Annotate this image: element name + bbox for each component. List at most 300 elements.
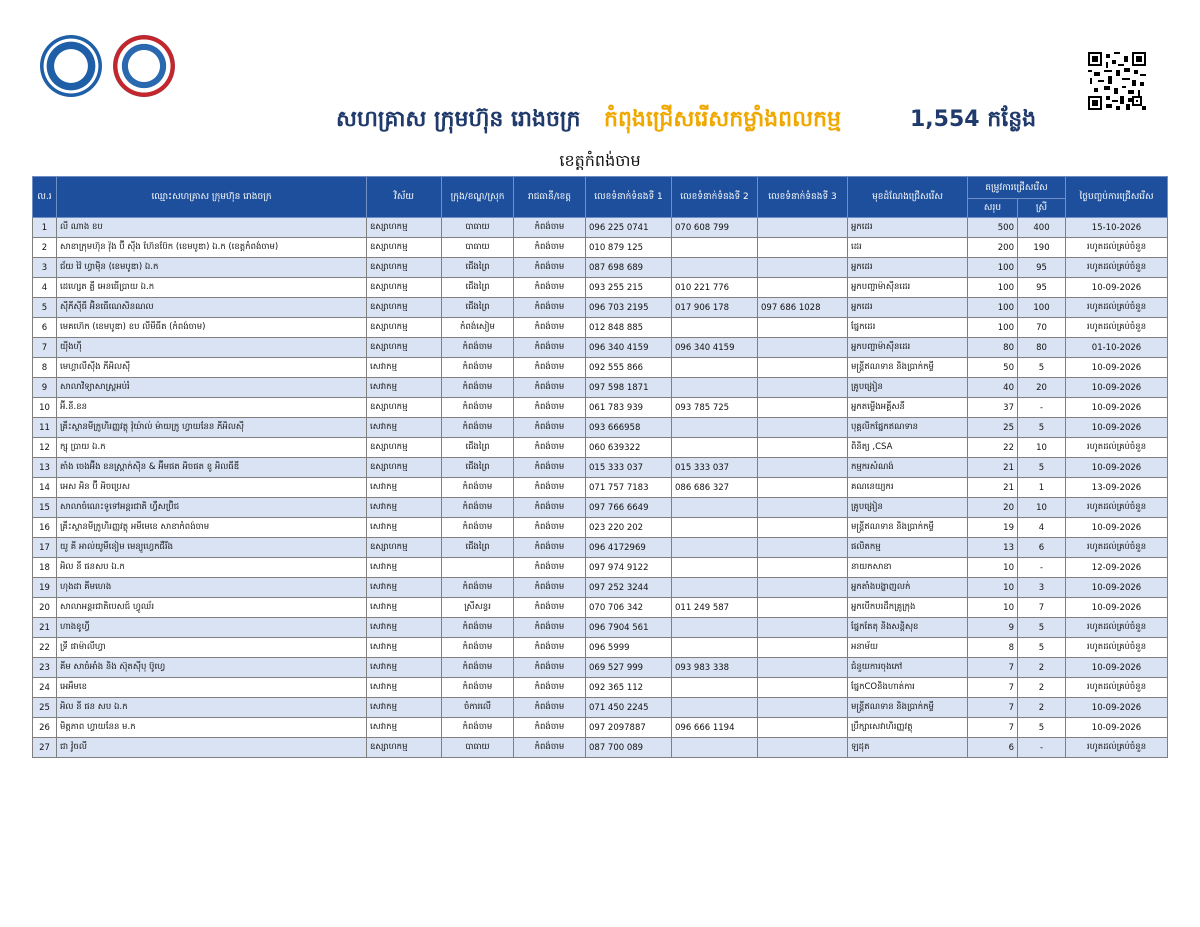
cell-name: ហាងខូហ្វី — [57, 618, 367, 638]
cell-phone1: 093 255 215 — [586, 278, 672, 298]
cell-province: កំពង់ចាម — [514, 478, 586, 498]
cell-female: 70 — [1018, 318, 1066, 338]
cell-deadline: 15-10-2026 — [1066, 218, 1168, 238]
cell-phone3 — [758, 658, 848, 678]
cell-no: 17 — [33, 538, 57, 558]
cell-no: 26 — [33, 718, 57, 738]
cell-name: យូ គី អាល់យូមីនៀម មេន្យូហ្វេកជឺរីង — [57, 538, 367, 558]
cell-sector: សេវាកម្ម — [367, 718, 442, 738]
cell-phone2 — [672, 498, 758, 518]
col-header-position: មុខដំណែងជ្រើសរើស — [848, 177, 968, 218]
title-highlight: កំពុងជ្រើសរើសកម្លាំងពលកម្ម — [604, 107, 841, 132]
cell-phone2 — [672, 518, 758, 538]
cell-province: កំពង់ចាម — [514, 458, 586, 478]
cell-female: - — [1018, 558, 1066, 578]
cell-position: អ្នកបញ្ជាម៉ាស៊ីនដេរ — [848, 338, 968, 358]
cell-phone3 — [758, 678, 848, 698]
table-row — [33, 698, 1168, 718]
cell-phone3 — [758, 218, 848, 238]
cell-phone2 — [672, 698, 758, 718]
cell-sector: សេវាកម្ម — [367, 498, 442, 518]
cell-name: សាលាអន្តរជាតិបេសជ៍ ហ្វូឈ័រ — [57, 598, 367, 618]
cell-sector: សេវាកម្ម — [367, 638, 442, 658]
cell-phone3: 097 686 1028 — [758, 298, 848, 318]
cell-phone3 — [758, 338, 848, 358]
table-row — [33, 498, 1168, 518]
cell-province: កំពង់ចាម — [514, 678, 586, 698]
cell-province: កំពង់ចាម — [514, 618, 586, 638]
cell-name: ហុងដា គីមហេង — [57, 578, 367, 598]
cell-district: កំពង់ចាម — [442, 658, 514, 678]
cell-phone3 — [758, 518, 848, 538]
cell-name: មេហ្គាលីស៊ីង ភីអិលស៊ី — [57, 358, 367, 378]
cell-deadline: 10-09-2026 — [1066, 578, 1168, 598]
table-row — [33, 558, 1168, 578]
cell-sector: ឧស្សាហកម្ម — [367, 218, 442, 238]
table-row — [33, 318, 1168, 338]
cell-phone3 — [758, 418, 848, 438]
cell-phone2 — [672, 618, 758, 638]
cell-total: 8 — [968, 638, 1018, 658]
cell-position: គ្រូបង្រៀន — [848, 378, 968, 398]
cell-province: កំពង់ចាម — [514, 258, 586, 278]
cell-total: 6 — [968, 738, 1018, 758]
cell-no: 11 — [33, 418, 57, 438]
cell-female: 5 — [1018, 618, 1066, 638]
cell-sector: សេវាកម្ម — [367, 678, 442, 698]
cell-sector: ឧស្សាហកម្ម — [367, 338, 442, 358]
cell-total: 37 — [968, 398, 1018, 418]
cell-position: ផ្នែកCOនិងហាត់ការ — [848, 678, 968, 698]
cell-position: អ្នកតាំងបង្ហាញលក់ — [848, 578, 968, 598]
cell-position: ដេរ — [848, 238, 968, 258]
cell-province: កំពង់ចាម — [514, 578, 586, 598]
cell-phone2: 017 906 178 — [672, 298, 758, 318]
cell-position: នាយកសាខា — [848, 558, 968, 578]
cell-female: 5 — [1018, 358, 1066, 378]
cell-name: អិល នី ផន សប ឯ.ក — [57, 698, 367, 718]
cell-deadline: 12-09-2026 — [1066, 558, 1168, 578]
table-row — [33, 518, 1168, 538]
cell-position: អ្នកដេរ — [848, 298, 968, 318]
cell-phone2 — [672, 538, 758, 558]
cell-province: កំពង់ចាម — [514, 638, 586, 658]
cell-phone3 — [758, 538, 848, 558]
cell-district: ចំការលើ — [442, 698, 514, 718]
cell-total: 100 — [968, 258, 1018, 278]
cell-district: កំពង់ចាម — [442, 338, 514, 358]
cell-total: 21 — [968, 458, 1018, 478]
cell-district: កំពង់ចាម — [442, 378, 514, 398]
cell-phone3 — [758, 618, 848, 638]
cell-deadline: រហូតដល់គ្រប់ចំនួន — [1066, 438, 1168, 458]
cell-name: មេគហ៊េក (ខេមបូឌា) ខប លីមីធីត (កំពង់ចាម) — [57, 318, 367, 338]
cell-district: ស្រីសន្ធរ — [442, 598, 514, 618]
cell-sector: សេវាកម្ម — [367, 578, 442, 598]
cell-no: 13 — [33, 458, 57, 478]
cell-female: 2 — [1018, 698, 1066, 718]
cell-female: 20 — [1018, 378, 1066, 398]
cell-phone2: 093 785 725 — [672, 398, 758, 418]
cell-sector: ឧស្សាហកម្ម — [367, 318, 442, 338]
cell-deadline: 13-09-2026 — [1066, 478, 1168, 498]
cell-no: 22 — [33, 638, 57, 658]
cell-deadline: រហូតដល់គ្រប់ចំនួន — [1066, 258, 1168, 278]
cell-deadline: រហូតដល់គ្រប់ចំនួន — [1066, 618, 1168, 638]
cell-district: ជើងព្រៃ — [442, 278, 514, 298]
cell-position: ឡដុត — [848, 738, 968, 758]
cell-phone3 — [758, 718, 848, 738]
cell-deadline: រហូតដល់គ្រប់ចំនួន — [1066, 238, 1168, 258]
page-title — [0, 105, 1200, 141]
cell-phone3 — [758, 398, 848, 418]
cell-total: 100 — [968, 298, 1018, 318]
cell-province: កំពង់ចាម — [514, 418, 586, 438]
cell-female: 95 — [1018, 278, 1066, 298]
cell-total: 80 — [968, 338, 1018, 358]
cell-no: 5 — [33, 298, 57, 318]
cell-no: 4 — [33, 278, 57, 298]
cell-district: ជើងព្រៃ — [442, 438, 514, 458]
cell-total: 22 — [968, 438, 1018, 458]
cell-total: 7 — [968, 718, 1018, 738]
cell-phone1: 015 333 037 — [586, 458, 672, 478]
table-row — [33, 738, 1168, 758]
col-header-deadline: ថ្ងៃបញ្ចប់ការជ្រើសរើស — [1066, 177, 1168, 218]
cell-phone1: 092 365 112 — [586, 678, 672, 698]
col-header-district: ក្រុង/ខណ្ឌ/ស្រុក — [442, 177, 514, 218]
cell-position: គ្រូបង្រៀន — [848, 498, 968, 518]
cell-district: កំពង់ចាម — [442, 358, 514, 378]
cell-total: 40 — [968, 378, 1018, 398]
cell-phone3 — [758, 318, 848, 338]
col-header-female: ស្រី — [1018, 199, 1066, 218]
cell-total: 25 — [968, 418, 1018, 438]
cell-name: លី ណាង ខប — [57, 218, 367, 238]
cell-no: 20 — [33, 598, 57, 618]
cell-total: 7 — [968, 678, 1018, 698]
cell-deadline: រហូតដល់គ្រប់ចំនួន — [1066, 298, 1168, 318]
cell-phone3 — [758, 278, 848, 298]
cell-district: ជើងព្រៃ — [442, 298, 514, 318]
cell-district: បាធាយ — [442, 738, 514, 758]
table-row — [33, 218, 1168, 238]
cell-deadline: 10-09-2026 — [1066, 698, 1168, 718]
cell-phone3 — [758, 598, 848, 618]
cell-phone1: 096 5999 — [586, 638, 672, 658]
cell-deadline: 01-10-2026 — [1066, 338, 1168, 358]
cell-name: អេស អិន ប៊ី អិចប្រេស — [57, 478, 367, 498]
cell-phone3 — [758, 738, 848, 758]
cell-phone3 — [758, 238, 848, 258]
table-row — [33, 358, 1168, 378]
cell-position: ផ្នែកតែតុ និងសន្តិសុខ — [848, 618, 968, 638]
cell-female: 6 — [1018, 538, 1066, 558]
cell-province: កំពង់ចាម — [514, 498, 586, 518]
cell-province: កំពង់ចាម — [514, 318, 586, 338]
cell-position: គណនេយ្យករ — [848, 478, 968, 498]
col-header-name: ឈ្មោះសហគ្រាស ក្រុមហ៊ុន រោងចក្រ — [57, 177, 367, 218]
cell-phone2: 086 686 327 — [672, 478, 758, 498]
cell-phone1: 093 666958 — [586, 418, 672, 438]
cell-phone2 — [672, 378, 758, 398]
cell-province: កំពង់ចាម — [514, 298, 586, 318]
title-main: សហគ្រាស ក្រុមហ៊ុន រោងចក្រ — [336, 107, 581, 132]
cell-position: ផលិតកម្ម — [848, 538, 968, 558]
cell-phone1: 096 703 2195 — [586, 298, 672, 318]
cell-deadline: 10-09-2026 — [1066, 598, 1168, 618]
cell-name: តាំង ចេងអ៊ីង ខនស្ត្រាក់ស៊ិន & អ៊ីមផត អិចផត ខូ អិលធីឌី — [57, 458, 367, 478]
cell-phone2 — [672, 318, 758, 338]
cell-sector: សេវាកម្ម — [367, 658, 442, 678]
cell-phone1: 097 974 9122 — [586, 558, 672, 578]
cell-sector: សេវាកម្ម — [367, 598, 442, 618]
cell-female: 5 — [1018, 718, 1066, 738]
cell-female: 80 — [1018, 338, 1066, 358]
cell-position: អ្នកដេរ — [848, 218, 968, 238]
cell-phone2: 070 608 799 — [672, 218, 758, 238]
table-row — [33, 598, 1168, 618]
cell-deadline: 10-09-2026 — [1066, 278, 1168, 298]
cell-district: កំពង់ចាម — [442, 398, 514, 418]
table-row — [33, 718, 1168, 738]
col-header-phone2: លេខទំនាក់ទំនងទី 2 — [672, 177, 758, 218]
col-header-need-group: តម្រូវការជ្រើសរើស — [968, 177, 1066, 199]
cell-name: អេអឹមខេ — [57, 678, 367, 698]
cell-phone1: 097 766 6649 — [586, 498, 672, 518]
cell-total: 7 — [968, 698, 1018, 718]
cell-name: ស៊ីភីស៊ីធី អ៊ិនធើណេសិនណល — [57, 298, 367, 318]
cell-position: មន្ត្រីឥណទាន និងប្រាក់កម្ចី — [848, 698, 968, 718]
cell-no: 14 — [33, 478, 57, 498]
cell-district: កំពង់សៀម — [442, 318, 514, 338]
qr-code-icon — [1088, 52, 1146, 110]
cell-sector: សេវាកម្ម — [367, 378, 442, 398]
cell-phone2 — [672, 418, 758, 438]
cell-name: គ្រឹះស្ថានមីក្រូហិរញ្ញវត្ថុ វ៉ុយ៉ាល់ ម៉ាយក្រូ ហ្វាយនែន ភីអិលស៊ី — [57, 418, 367, 438]
cell-phone1: 071 450 2245 — [586, 698, 672, 718]
cell-deadline: រហូតដល់គ្រប់ចំនួន — [1066, 498, 1168, 518]
cell-province: កំពង់ចាម — [514, 438, 586, 458]
cell-no: 7 — [33, 338, 57, 358]
logo-right-seal-icon — [113, 35, 175, 97]
cell-phone3 — [758, 458, 848, 478]
cell-position: អ្នកតម្លើងអគ្គីសនី — [848, 398, 968, 418]
cell-female: 10 — [1018, 438, 1066, 458]
cell-deadline: 10-09-2026 — [1066, 718, 1168, 738]
cell-phone2: 093 983 338 — [672, 658, 758, 678]
cell-total: 7 — [968, 658, 1018, 678]
cell-deadline: 10-09-2026 — [1066, 378, 1168, 398]
table-row — [33, 618, 1168, 638]
cell-phone1: 012 848 885 — [586, 318, 672, 338]
cell-phone2 — [672, 578, 758, 598]
cell-name: ទ្រី ផាម៉ាលីហ្វា — [57, 638, 367, 658]
cell-name: គីម សាចំអាំង និង ស៊ុតស៊ីបុ ប៊ូហ្វេ — [57, 658, 367, 678]
cell-deadline: រហូតដល់គ្រប់ចំនួន — [1066, 678, 1168, 698]
table-row — [33, 238, 1168, 258]
cell-total: 21 — [968, 478, 1018, 498]
cell-name: ជ័យ វ៉ៃ ហ្វាម៉ិន (ខេមបូឌា) ឯ.ក — [57, 258, 367, 278]
cell-sector: ឧស្សាហកម្ម — [367, 278, 442, 298]
cell-position: មន្ត្រីឥណទាន និងប្រាក់កម្ចី — [848, 358, 968, 378]
cell-total: 10 — [968, 558, 1018, 578]
cell-phone2 — [672, 638, 758, 658]
cell-phone3 — [758, 438, 848, 458]
cell-phone2 — [672, 558, 758, 578]
cell-district: កំពង់ចាម — [442, 478, 514, 498]
cell-province: កំពង់ចាម — [514, 658, 586, 678]
cell-deadline: 10-09-2026 — [1066, 358, 1168, 378]
cell-sector: ឧស្សាហកម្ម — [367, 298, 442, 318]
cell-phone1: 023 220 202 — [586, 518, 672, 538]
cell-name: អិល នី ផនសប ឯ.ក — [57, 558, 367, 578]
table-row — [33, 678, 1168, 698]
cell-district: កំពង់ចាម — [442, 578, 514, 598]
table-row — [33, 478, 1168, 498]
cell-phone3 — [758, 478, 848, 498]
cell-no: 25 — [33, 698, 57, 718]
vacancy-table — [32, 176, 1168, 758]
cell-phone2: 011 249 587 — [672, 598, 758, 618]
cell-province: កំពង់ចាម — [514, 598, 586, 618]
cell-phone3 — [758, 638, 848, 658]
logo-left-seal-icon — [40, 35, 102, 97]
table-row — [33, 418, 1168, 438]
cell-deadline: រហូតដល់គ្រប់ចំនួន — [1066, 538, 1168, 558]
table-row — [33, 258, 1168, 278]
cell-female: 1 — [1018, 478, 1066, 498]
cell-phone1: 097 252 3244 — [586, 578, 672, 598]
province-subtitle: ខេត្តកំពង់ចាម — [559, 151, 641, 170]
cell-deadline: រហូតដល់គ្រប់ចំនួន — [1066, 738, 1168, 758]
cell-position: ប្រឹក្សាសេវាហិរញ្ញវត្ថុ — [848, 718, 968, 738]
cell-phone3 — [758, 558, 848, 578]
cell-female: 2 — [1018, 658, 1066, 678]
cell-province: កំពង់ចាម — [514, 718, 586, 738]
table-row — [33, 278, 1168, 298]
cell-phone2 — [672, 238, 758, 258]
cell-phone3 — [758, 698, 848, 718]
cell-position: ពិនិត្យ ,CSA — [848, 438, 968, 458]
cell-sector: ឧស្សាហកម្ម — [367, 538, 442, 558]
cell-position: អ្នកបញ្ជាម៉ាស៊ីនដេរ — [848, 278, 968, 298]
cell-deadline: រហូតដល់គ្រប់ចំនួន — [1066, 638, 1168, 658]
cell-total: 10 — [968, 578, 1018, 598]
cell-no: 1 — [33, 218, 57, 238]
cell-no: 8 — [33, 358, 57, 378]
cell-province: កំពង់ចាម — [514, 698, 586, 718]
table-row — [33, 338, 1168, 358]
cell-name: ក្សុ ប្រាយ ឯ.ក — [57, 438, 367, 458]
cell-deadline: 10-09-2026 — [1066, 658, 1168, 678]
cell-position: បុគ្គលិកផ្នែកឥណទាន — [848, 418, 968, 438]
cell-name: សាលាវិទ្យាសាស្ត្រអប់រំ — [57, 378, 367, 398]
cell-phone1: 087 698 689 — [586, 258, 672, 278]
cell-position: ជំនួយការចុងភៅ — [848, 658, 968, 678]
cell-no: 10 — [33, 398, 57, 418]
cell-no: 18 — [33, 558, 57, 578]
col-header-no: ល.រ — [33, 177, 57, 218]
cell-province: កំពង់ចាម — [514, 558, 586, 578]
cell-female: 190 — [1018, 238, 1066, 258]
cell-female: 95 — [1018, 258, 1066, 278]
title-count: 1,554 កន្លែង — [910, 107, 1037, 132]
cell-province: កំពង់ចាម — [514, 278, 586, 298]
cell-district: កំពង់ចាម — [442, 618, 514, 638]
cell-deadline: 10-09-2026 — [1066, 398, 1168, 418]
cell-district: ជើងព្រៃ — [442, 458, 514, 478]
cell-phone1: 069 527 999 — [586, 658, 672, 678]
cell-name: ជា វ៉ូចលី — [57, 738, 367, 758]
cell-total: 200 — [968, 238, 1018, 258]
cell-no: 16 — [33, 518, 57, 538]
table-row — [33, 458, 1168, 478]
cell-phone2: 096 666 1194 — [672, 718, 758, 738]
table-row — [33, 638, 1168, 658]
cell-district: កំពង់ចាម — [442, 638, 514, 658]
cell-deadline: 10-09-2026 — [1066, 518, 1168, 538]
table-row — [33, 658, 1168, 678]
cell-female: 100 — [1018, 298, 1066, 318]
cell-province: កំពង់ចាម — [514, 358, 586, 378]
col-header-province: រាជធានី/ខេត្ត — [514, 177, 586, 218]
cell-sector: សេវាកម្ម — [367, 558, 442, 578]
cell-total: 50 — [968, 358, 1018, 378]
cell-province: កំពង់ចាម — [514, 378, 586, 398]
table-row — [33, 438, 1168, 458]
cell-position: ផ្នែកដេរ — [848, 318, 968, 338]
table-row — [33, 578, 1168, 598]
cell-phone2: 010 221 776 — [672, 278, 758, 298]
cell-female: 10 — [1018, 498, 1066, 518]
cell-phone2 — [672, 678, 758, 698]
cell-no: 3 — [33, 258, 57, 278]
cell-phone3 — [758, 358, 848, 378]
cell-total: 100 — [968, 318, 1018, 338]
table-row — [33, 398, 1168, 418]
cell-position: អ្នកបើកបរដឹកគ្រូក្រុង — [848, 598, 968, 618]
cell-total: 19 — [968, 518, 1018, 538]
cell-province: កំពង់ចាម — [514, 738, 586, 758]
cell-total: 100 — [968, 278, 1018, 298]
cell-female: 3 — [1018, 578, 1066, 598]
cell-position: អនាម័យ — [848, 638, 968, 658]
cell-phone3 — [758, 578, 848, 598]
cell-phone1: 061 783 939 — [586, 398, 672, 418]
cell-sector: សេវាកម្ម — [367, 698, 442, 718]
cell-female: 7 — [1018, 598, 1066, 618]
cell-female: - — [1018, 738, 1066, 758]
cell-name: មិត្តភាព ហ្វាយនែន ម.ក — [57, 718, 367, 738]
cell-total: 500 — [968, 218, 1018, 238]
cell-female: 4 — [1018, 518, 1066, 538]
cell-no: 15 — [33, 498, 57, 518]
cell-phone3 — [758, 378, 848, 398]
cell-province: កំពង់ចាម — [514, 218, 586, 238]
cell-position: អ្នកដេរ — [848, 258, 968, 278]
cell-name: គ្រឹះស្ថានមីក្រូហិរញ្ញវត្ថុ អមីមេខេ សាខាកំពង់ចាម — [57, 518, 367, 538]
cell-phone2 — [672, 358, 758, 378]
cell-phone1: 096 340 4159 — [586, 338, 672, 358]
cell-deadline: 10-09-2026 — [1066, 418, 1168, 438]
cell-district: កំពង់ចាម — [442, 678, 514, 698]
table-body — [33, 218, 1168, 758]
cell-female: 5 — [1018, 458, 1066, 478]
cell-female: 5 — [1018, 638, 1066, 658]
cell-female: 2 — [1018, 678, 1066, 698]
cell-phone2: 096 340 4159 — [672, 338, 758, 358]
